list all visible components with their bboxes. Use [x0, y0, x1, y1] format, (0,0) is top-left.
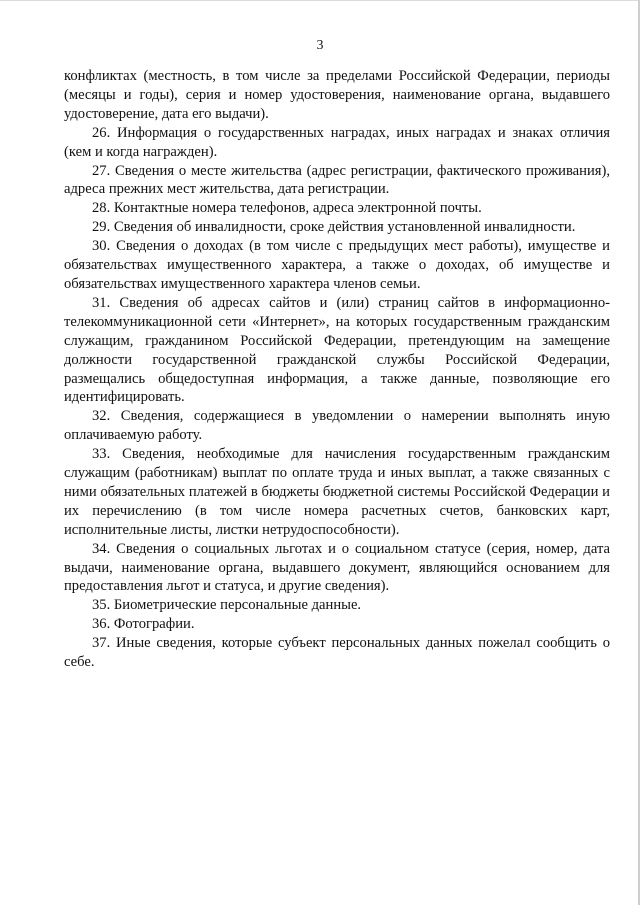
paragraph-item-35: 35. Биометрические персональные данные.: [92, 597, 362, 614]
paragraph-item-27: 27. Сведения о месте жительства (адрес регистрации, фактического проживания), адреса прежних мест жительства, дата регистрации.: [64, 162, 610, 198]
page-number: 3: [316, 38, 324, 53]
paragraph-item-29: 29. Сведения об инвалидности, сроке действия установленной инвалидности.: [92, 219, 576, 236]
paragraph-item-30: 30. Сведения о доходах (в том числе с предыдущих мест работы), имуществе и обязательствах имущественного характера, а также о доходах, об имуществе и обязательствах имущественного характера членов семьи.: [64, 238, 610, 292]
paragraph-item-33: 33. Сведения, необходимые для начисления государственным гражданским служащим (работникам) выплат по оплате труда и иных выплат, а также связанных с ними обязательных платежей в бюджеты бюджетной системы Российской Федерации и их перечислению (в том числе номера расчетных счетов, банковских карт, исполнительные листы, листки нетрудоспособности).: [64, 446, 610, 538]
paragraph-item-32: 32. Сведения, содержащиеся в уведомлении о намерении выполнять иную оплачиваемую работу.: [64, 408, 610, 444]
paragraph-item-36: 36. Фотографии.: [92, 616, 195, 633]
paragraph-continuation: конфликтах (местность, в том числе за пределами Российской Федерации, периоды (месяцы и годы), серия и номер удостоверения, наименование органа, выдавшего удостоверение, дата его выдачи).: [64, 68, 610, 122]
paragraph-item-28: 28. Контактные номера телефонов, адреса электронной почты.: [92, 200, 482, 217]
paragraph-item-34: 34. Сведения о социальных льготах и о социальном статусе (серия, номер, дата выдачи, наименование органа, выдавшего документ, являющийся основанием для предоставления льгот и статуса, и другие сведения).: [64, 540, 610, 595]
paragraph-item-26: 26. Информация о государственных наградах, иных наградах и знаках отличия (кем и когда награжден).: [64, 124, 610, 160]
document-body: [64, 67, 610, 672]
paragraph-item-37: 37. Иные сведения, которые субъект персональных данных пожелал сообщить о себе.: [64, 635, 610, 671]
paragraph-item-31: 31. Сведения об адресах сайтов и (или) страниц сайтов в информационно-телекоммуникационной сети «Интернет», на которых государственным гражданским служащим, гражданином Российской Федерации, претендующим на замещение должности государственной гражданской службы Российской Федерации, размещались общедоступная информация, а также данные, позволяющие его идентифицировать.: [64, 294, 610, 406]
scan-edge-top: [0, 0, 640, 1]
